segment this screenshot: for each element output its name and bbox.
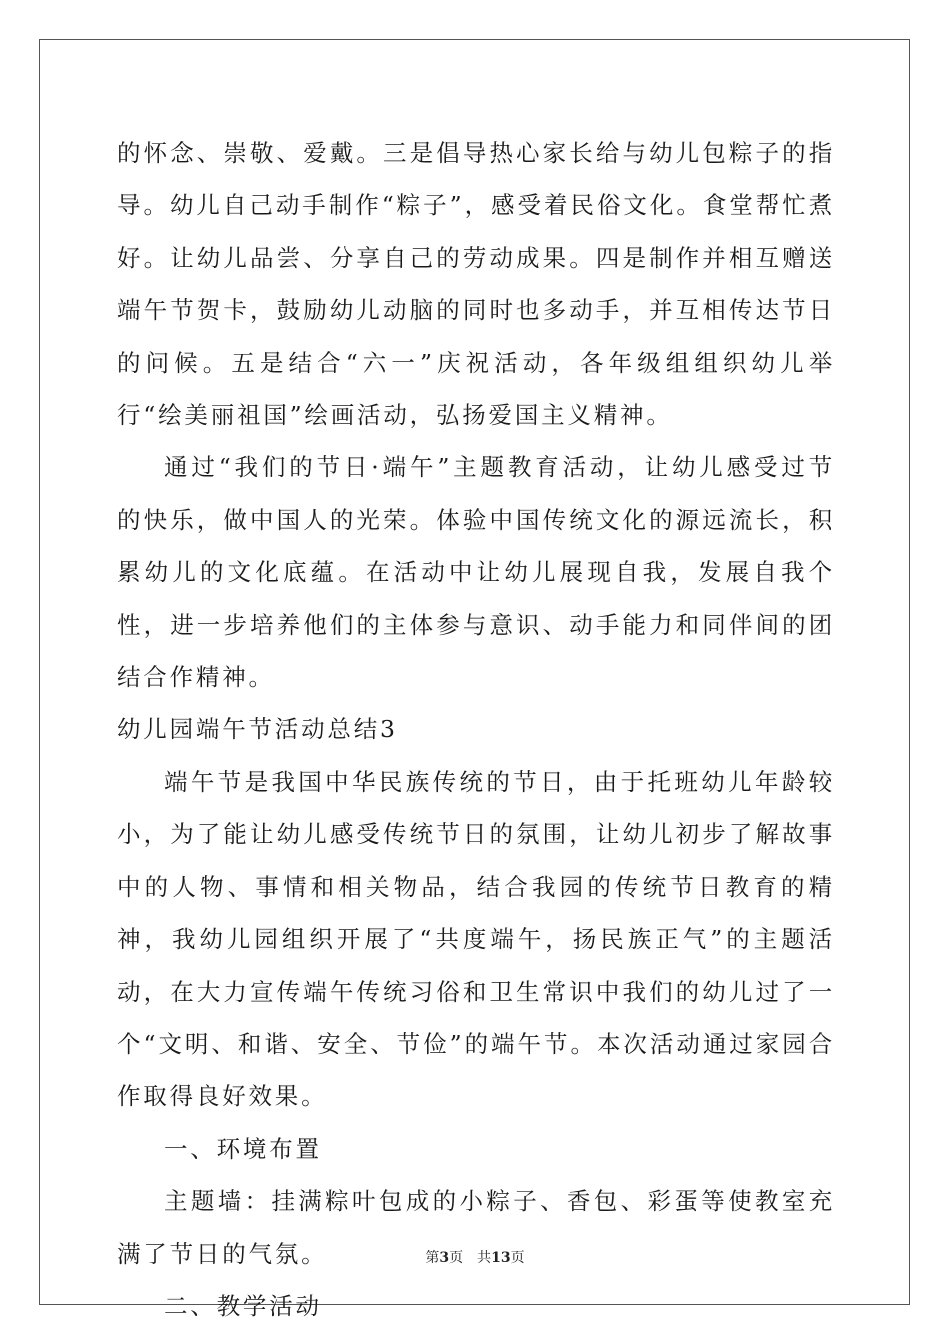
paragraph-continuation: 的怀念、崇敬、爱戴。三是倡导热心家长给与幼儿包粽子的指导。幼儿自己动手制作“粽子”，感受着民俗文化。食堂帮忙煮好。让幼儿品尝、分享自己的劳动成果。四是制作并相互赠送端午节贺卡，鼓励幼儿动脑的同时也多动手，并互相传达节日的问候。五是结合“六一”庆祝活动，各年级组组织幼儿举行“绘美丽祖国”绘画活动，弘扬爱国主义精神。 bbox=[117, 139, 835, 430]
paragraph-intro: 端午节是我国中华民族传统的节日，由于托班幼儿年龄较小，为了能让幼儿感受传统节日的氛围，让幼儿初步了解故事中的人物、事情和相关物品，结合我园的传统节日教育的精神，我幼儿园组织开展了“共度端午，扬民族正气”的主题活动，在大力宣传端午传统习俗和卫生常识中我们的幼儿过了一个“文明、和谐、安全、节俭”的端午节。本次活动通过家园合作取得良好效果。 bbox=[117, 767, 835, 1111]
footer-total-prefix: 共 bbox=[477, 1250, 492, 1266]
section-heading: 幼儿园端午节活动总结3 bbox=[117, 715, 398, 744]
footer-page-prefix: 第 bbox=[425, 1250, 440, 1266]
document-body bbox=[117, 127, 835, 1332]
paragraph-theme-wall: 主题墙：挂满粽叶包成的小粽子、香包、彩蛋等使教室充满了节日的气氛。 bbox=[117, 1187, 835, 1268]
page-footer bbox=[0, 1248, 950, 1268]
footer-total-pages: 13 bbox=[491, 1250, 511, 1266]
subheading-teaching: 二、教学活动 bbox=[164, 1291, 322, 1320]
footer-total-suffix: 页 bbox=[510, 1250, 525, 1266]
paragraph-summary: 通过“我们的节日·端午”主题教育活动，让幼儿感受过节的快乐，做中国人的光荣。体验中国传统文化的源远流长，积累幼儿的文化底蕴。在活动中让幼儿展现自我，发展自我个性，进一步培养他们的主体参与意识、动手能力和同伴间的团结合作精神。 bbox=[117, 453, 835, 692]
subheading-environment: 一、环境布置 bbox=[164, 1134, 322, 1163]
footer-page-number: 3 bbox=[439, 1250, 450, 1266]
footer-page-suffix: 页 bbox=[449, 1250, 464, 1266]
